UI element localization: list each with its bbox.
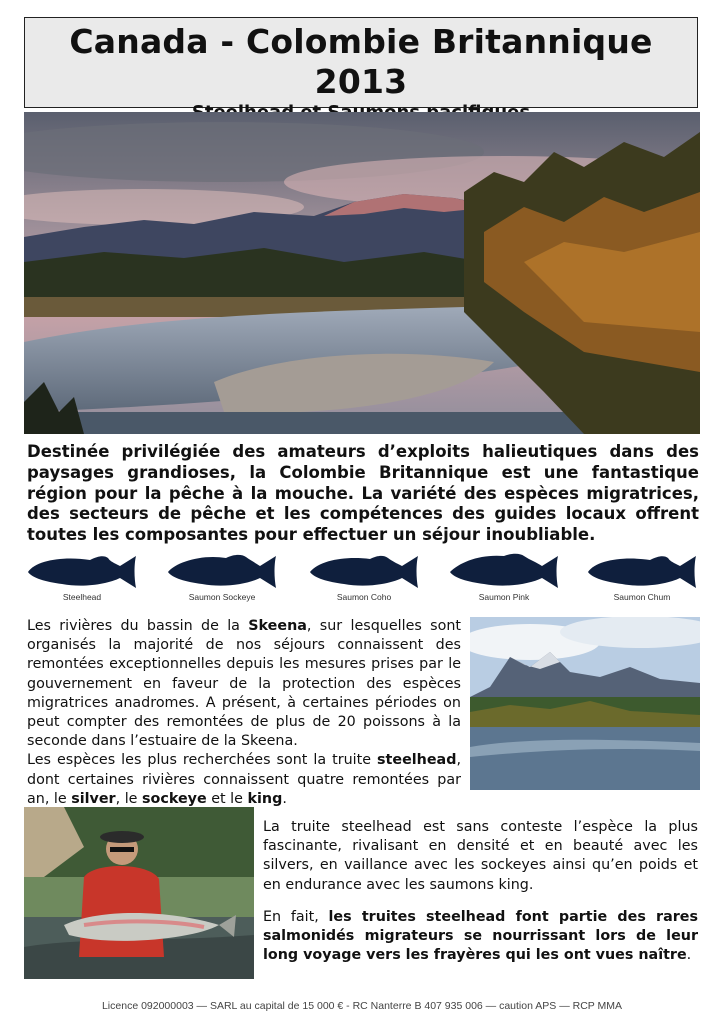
fish-silhouette-icon	[164, 552, 280, 592]
fish-label: Saumon Pink	[478, 592, 530, 602]
fish-silhouette-icon	[306, 552, 422, 592]
fish-label: Steelhead	[62, 592, 102, 602]
page-title: Canada - Colombie Britannique 2013	[69, 22, 653, 101]
fish-steelhead	[24, 552, 140, 612]
fish-silhouette-icon	[584, 552, 700, 592]
legal-footer: Licence 092000003 — SARL au capital de 15 000 € - RC Nanterre B 407 935 006 — caution APS — RCP MMA	[101, 1000, 623, 1012]
angler-steelhead-photo	[24, 807, 254, 979]
fish-coho	[306, 552, 422, 612]
fish-chum	[584, 552, 700, 612]
fish-label: Saumon Chum	[613, 592, 671, 602]
steelhead-paragraph: La truite steelhead est sans conteste l’espèce la plus fascinante, rivalisant en densité et en beauté avec les silvers, en vaillance avec les sockeyes ainsi qu’en poids et en endurance avec les saumons king.	[263, 819, 698, 893]
skeena-paragraph: Les rivières du bassin de la Skeena, sur lesquelles sont organisés la majorité de nos séjours connaissent des remontées exceptionnelles depuis les mesures prises par le gouvernement en faveur de la protection des espèces migratrices anadromes. A présent, à certaines périodes on peut compter des remontées de plus de 20 poissons à la seconde dans l’estuaire de la Skeena. Les espèces les plus recherchées sont la truite steelhead, dont certaines rivières connaissent quatre remontées par an, le silver, le sockeye et le king.	[27, 618, 461, 807]
rare-salmonids-paragraph: En fait, les truites steelhead font partie des rares salmonidés migrateurs se nourrissant lors de leur long voyage vers les frayères qui les ont vues naître.	[263, 909, 698, 964]
fish-silhouette-icon	[24, 552, 140, 592]
mountain-river-photo	[470, 617, 700, 790]
fish-label: Saumon Sockeye	[188, 592, 256, 602]
river-landscape-photo	[24, 112, 700, 434]
header-box	[24, 17, 698, 108]
fish-silhouette-icon	[446, 552, 562, 592]
fish-species-row	[24, 552, 700, 614]
fish-pink	[446, 552, 562, 612]
fish-label: Saumon Coho	[336, 592, 392, 602]
intro-paragraph: Destinée privilégiée des amateurs d’exploits halieutiques dans des paysages grandioses, la Colombie Britannique est une fantastique région pour la pêche à la mouche. La variété des espèces migratrices, des secteurs de pêche et les compétences des guides locaux offrent toutes les composantes pour effectuer un séjour inoubliable.	[27, 442, 699, 545]
fish-sockeye	[164, 552, 280, 612]
